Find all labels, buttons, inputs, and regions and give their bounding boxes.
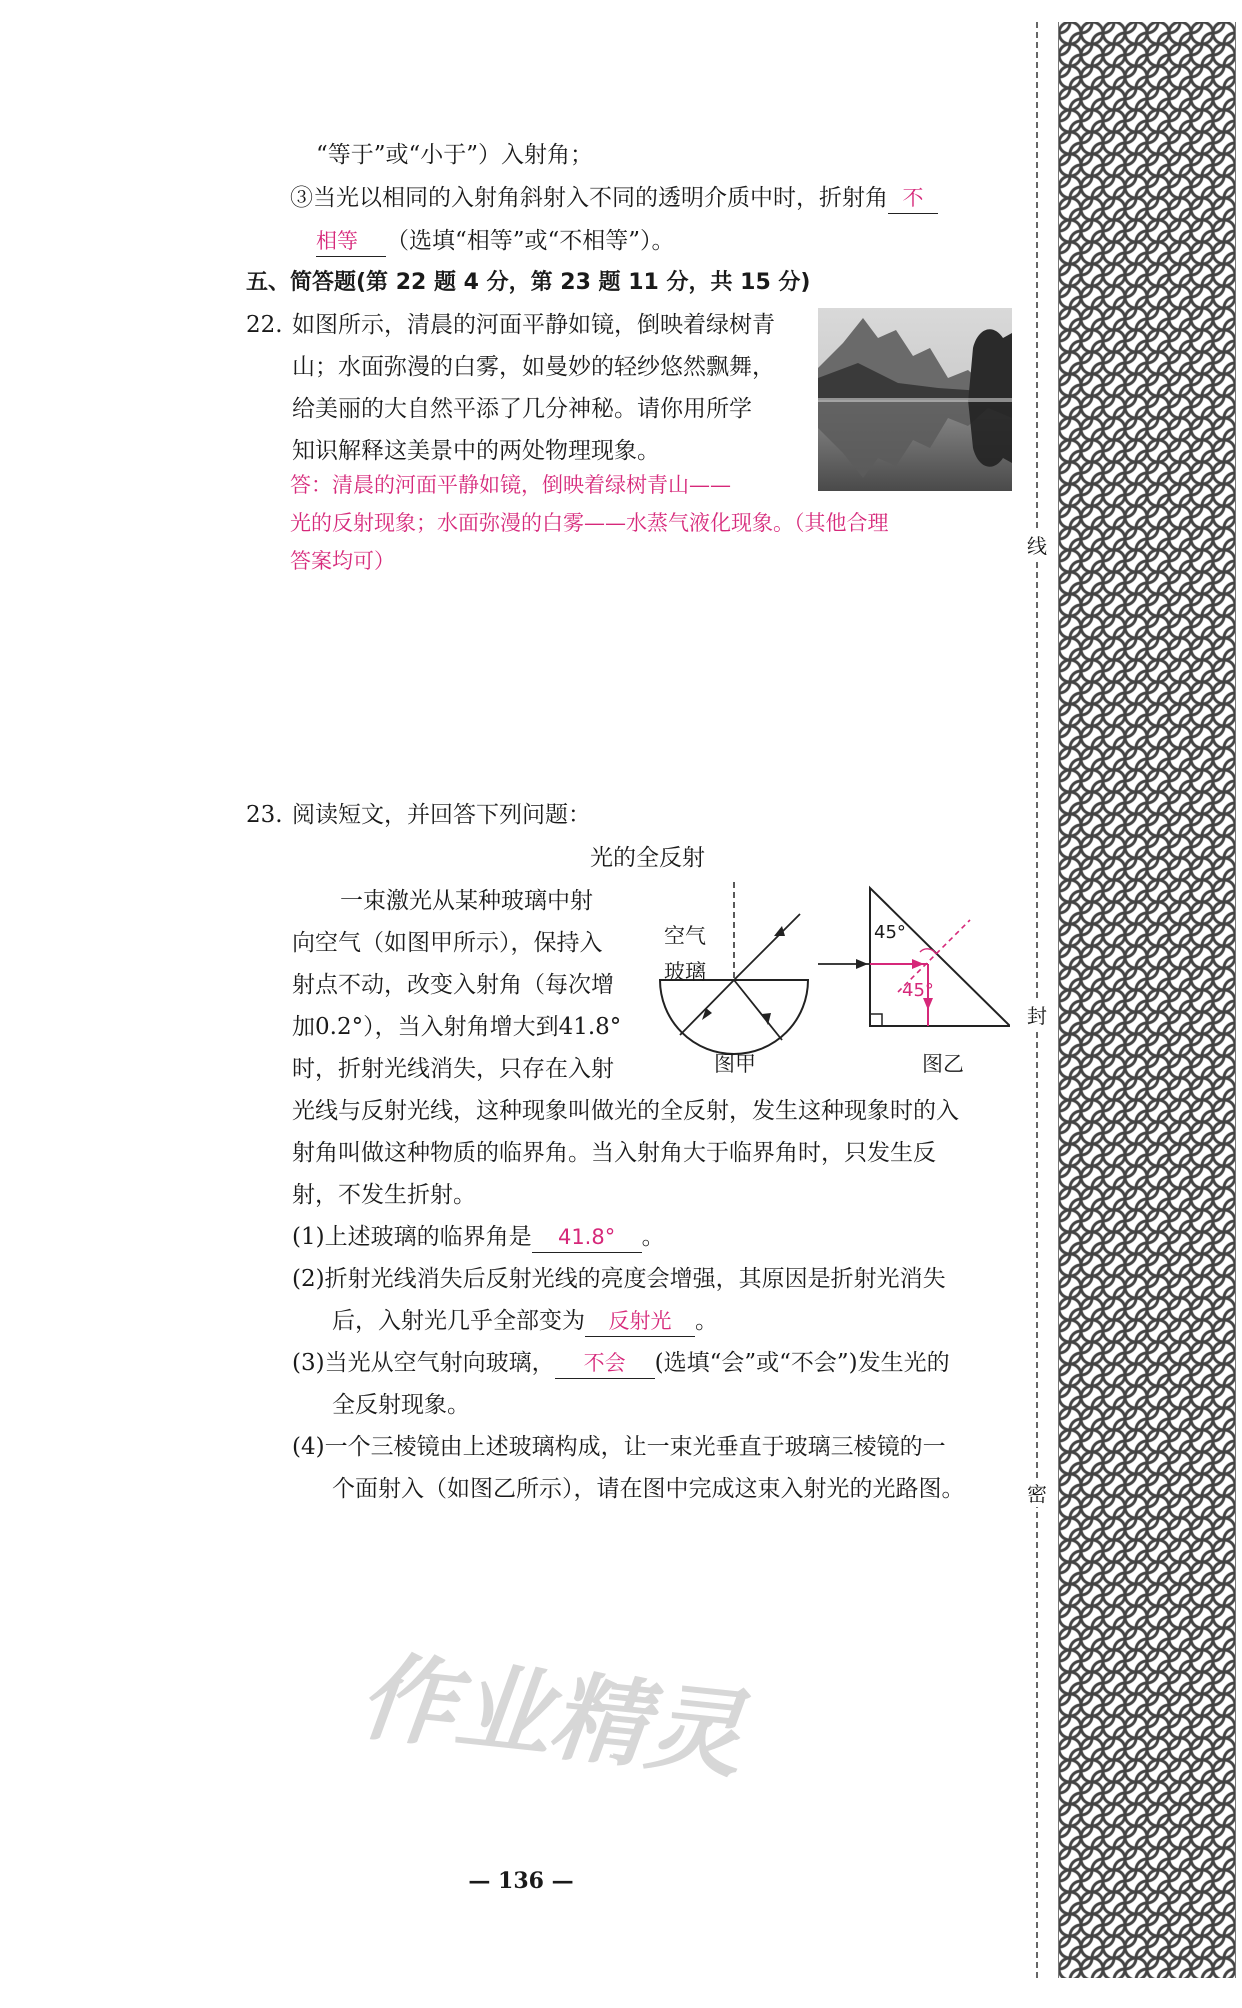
q23-sub4-line2: 个面射入（如图乙所示），请在图中完成这束入射光的光路图。 [332,1476,965,1502]
decorative-border-pattern [1058,22,1236,1978]
q23-sub3-line1 [292,1348,950,1379]
q23-intro: 阅读短文，并回答下列问题： [292,802,591,828]
watermark: 作业精灵 [354,1640,749,1792]
q23-sub2-line2 [332,1306,718,1337]
q21-line3 [316,226,675,257]
figure-b-angle1: 45° [874,922,906,943]
section-title: 五、简答题(第 22 题 4 分，第 23 题 11 分，共 15 分) [246,270,811,295]
river-photo [818,308,1012,491]
q23-sub2-answer: 反射光 [608,1309,672,1333]
q22-answer-line2: 光的反射现象；水面弥漫的白雾——水蒸气液化现象。（其他合理 [290,511,889,535]
q23-para-line1: 一束激光从某种玻璃中射 [340,888,593,914]
q23-sub2-text: 后，入射光几乎全部变为 [332,1308,585,1334]
q23-para-line4: 加0.2°），当入射角增大到41.8° [292,1014,622,1040]
q23-sub3-line2: 全反射现象。 [332,1392,470,1418]
figure-b-angle2: 45° [902,980,934,1001]
q23-sub3-blank[interactable] [555,1348,655,1379]
q22-number: 22. [246,312,283,338]
q21-answer-part1: 不 [902,186,924,210]
q23-number: 23. [246,802,283,828]
binding-char-line: 线 [1024,530,1050,559]
binding-char-seal: 封 [1024,1000,1050,1029]
q22-answer-line1: 答：清晨的河面平静如镜，倒映着绿树青山—— [290,473,731,497]
q21-line1: “等于”或“小于”）入射角； [316,142,594,168]
q23-sub1-blank[interactable] [532,1222,642,1253]
figure-b [810,880,1010,1080]
q23-para-line5: 时，折射光线消失，只存在入射 [292,1056,614,1082]
q23-para-line2: 向空气（如图甲所示），保持入 [292,930,603,956]
q23-sub4-line1: (4)一个三棱镜由上述玻璃构成，让一束光垂直于玻璃三棱镜的一 [292,1434,946,1460]
q23-para-line7: 射角叫做这种物质的临界角。当入射角大于临界角时，只发生反 [292,1140,936,1166]
q21-line2 [290,183,938,214]
q23-para-line8: 射，不发生折射。 [292,1182,476,1208]
q21-answer-part2: 相等 [316,229,358,253]
q23-para-line6: 光线与反射光线，这种现象叫做光的全反射，发生这种现象时的入 [292,1098,959,1124]
q22-answer-line3: 答案均可） [290,549,395,573]
q23-sub3-end: (选填“会”或“不会”)发生光的 [654,1350,950,1376]
air-label: 空气 [664,924,706,948]
q23-para-line3: 射点不动，改变入射角（每次增 [292,972,614,998]
binding-char-secret: 密 [1024,1478,1050,1507]
figure-b-caption: 图乙 [922,1052,964,1076]
q21-blank-part2[interactable] [316,226,386,257]
q22-line1: 如图所示，清晨的河面平静如镜，倒映着绿树青 [292,312,775,338]
q23-sub1-text: (1)上述玻璃的临界角是 [292,1224,532,1250]
glass-label: 玻璃 [664,960,706,984]
q21-line2-text: ③当光以相同的入射角斜射入不同的透明介质中时，折射角 [290,185,888,211]
q22-line4: 知识解释这美景中的两处物理现象。 [292,438,660,464]
q23-sub3-answer: 不会 [583,1351,626,1375]
q22-line3: 给美丽的大自然平添了几分神秘。请你用所学 [292,396,752,422]
q23-sub2-line1: (2)折射光线消失后反射光线的亮度会增强，其原因是折射光消失 [292,1266,946,1292]
q23-sub2-blank[interactable] [585,1306,695,1337]
page-number: — 136 — [468,1868,574,1894]
q23-sub1-end: 。 [641,1224,665,1250]
q23-sub1 [292,1222,665,1253]
q23-sub1-answer: 41.8° [557,1225,616,1249]
q21-line3-text: （选填“相等”或“不相等”）。 [386,228,675,254]
figure-a-caption: 图甲 [714,1052,756,1076]
q22-line2: 山；水面弥漫的白雾，如曼妙的轻纱悠然飘舞， [292,354,775,380]
q21-blank-part1[interactable] [888,183,938,214]
q23-sub2-end: 。 [695,1308,718,1334]
q23-sub3-text: (3)当光从空气射向玻璃， [292,1350,555,1376]
article-title: 光的全反射 [590,845,705,871]
